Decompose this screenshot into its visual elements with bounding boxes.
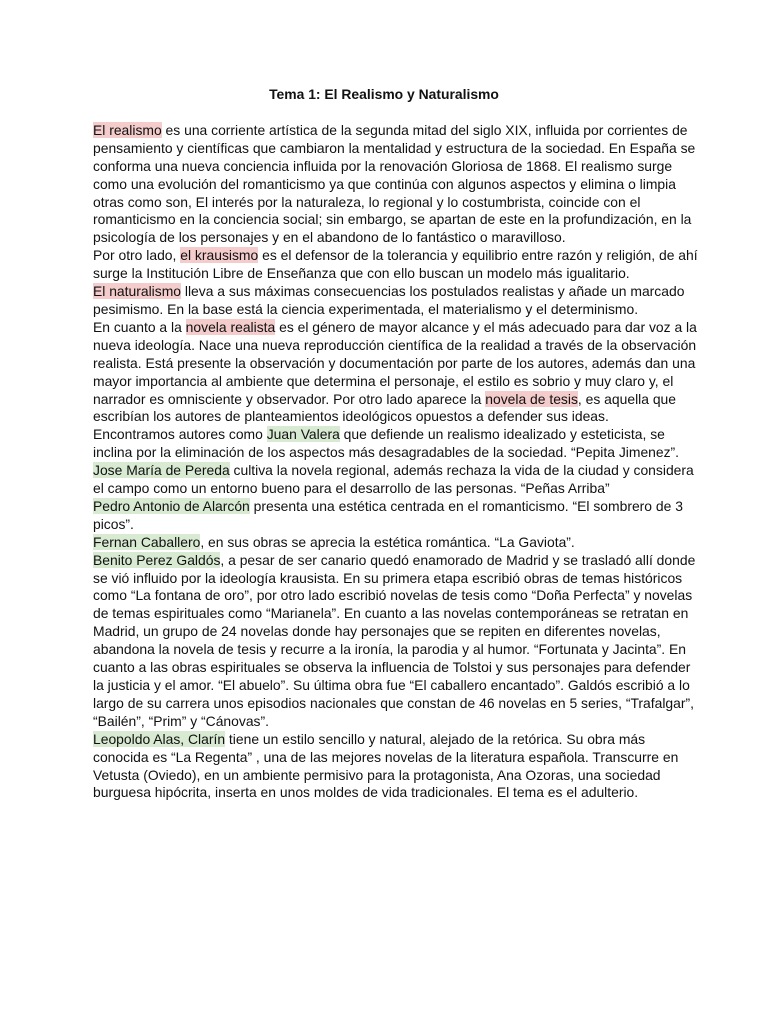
paragraph [93,462,698,498]
paragraph-text: es una corriente artística de la segunda mitad del siglo XIX, influida por corrientes de pensamiento y científicas que cambiaron la mentalidad y estructura de la sociedad. En España se conforma una nueva conciencia influida por la renovación Gloriosa de 1868. El realismo surge como una evolución del romanticismo ya que continúa con algunos aspectos y elimina o limpia otras como son, El interés por la naturaleza, lo regional y lo costumbrista, coincide con el romanticismo en la conciencia social; sin embargo, se apartan de este en la profundización, en la psicología de los personajes y en el abandono de lo fantástico o maravilloso. [93,121,696,246]
paragraph [93,498,698,534]
paragraph-text: presenta una estética centrada en el romanticismo. “El sombrero de 3 picos”. [93,497,683,532]
paragraph-text: lleva a sus máximas consecuencias los postulados realistas y añade un marcado pesimismo. En la base está la ciencia experimentada, el materialismo y el determinismo. [93,283,685,317]
highlighted-author: Leopoldo Alas, Clarín [93,730,226,747]
paragraph-text: tiene un estilo sencillo y natural, alejado de la retórica. Su obra más conocida es “La Regenta” , una de las mejores novelas de la literatura española. Transcurre en Vetusta (Oviedo), en un ambiente permisivo para la protagonista, Ana Ozoras, una sociedad burguesa hipócrita, inserta en unos moldes de vida tradicionales. El tema es el adulterio. [93,730,679,801]
highlighted-author: Juan Valera [266,426,340,443]
highlighted-term: novela realista [185,318,276,335]
document-title: Tema 1: El Realismo y Naturalismo [269,86,499,102]
paragraph [93,552,698,731]
paragraph-text: En cuanto a la [93,318,186,335]
highlighted-author: Fernan Caballero [93,533,201,550]
paragraph-text: cultiva la novela regional, además rechaza la vida de la ciudad y considera el campo como un entorno bueno para el desarrollo de las personas. “Peñas Arriba” [93,462,694,497]
paragraph [93,247,698,283]
paragraph-text: , es aquella que escribían los autores de planteamientos ideológicos opuestos a defender sus ideas. [93,390,677,425]
highlighted-term: novela de tesis [485,390,578,407]
highlighted-term: El naturalismo [93,283,182,300]
paragraph-text: que defiende un realismo idealizado y esteticista, se inclina por la eliminación de los aspectos más desagradables de la sociedad. “Pepita Jimenez”. [93,426,680,461]
document-body [93,122,698,802]
paragraph-text: Por otro lado, [93,247,181,264]
paragraph [93,426,698,462]
highlighted-term: El realismo [93,121,162,138]
paragraph [93,731,698,803]
paragraph-text: es el defensor de la tolerancia y equilibrio entre razón y religión, de ahí surge la Institución Libre de Enseñanza que con ello buscan un modelo más igualitario. [93,247,698,282]
paragraph [93,283,698,319]
paragraph-text: , en sus obras se aprecia la estética romántica. “La Gaviota”. [200,533,575,550]
highlighted-author: Pedro Antonio de Alarcón [93,497,250,514]
paragraph [93,319,698,426]
paragraph [93,122,698,247]
highlighted-term: el krausismo [180,247,259,264]
paragraph-text: Encontramos autores como [93,426,267,443]
highlighted-author: Jose María de Pereda [93,462,230,479]
paragraph-text: , a pesar de ser canario quedó enamorado de Madrid y se trasladó allí donde se vió influido por la ideología krausista. En su primera etapa escribió obras de temas históricos como “La fontana de oro”, por otro lado escribió novelas de tesis como “Doña Perfecta” y novelas de temas espirituales como “Marianela”. En cuanto a las novelas contemporáneas se retratan en Madrid, un grupo de 24 novelas donde hay personajes que se repiten en diferentes novelas, abandona la novela de tesis y recurre a la ironía, la parodia y al humor. “Fortunata y Jacinta”. En cuanto a las obras espirituales se observa la influencia de Tolstoi y sus personajes para defender la justicia y el amor. “El abuelo”. Su última obra fue “El caballero encantado”. Galdós escribió a lo largo de su carrera unos episodios nacionales que constan de 46 novelas en 5 series, “Trafalgar”, “Bailén”, “Prim” y “Cánovas”. [93,551,696,729]
highlighted-author: Benito Perez Galdós [93,551,221,568]
paragraph [93,534,698,552]
paragraph-text: es el género de mayor alcance y el más adecuado para dar voz a la nueva ideología. Nace una nueva reproducción científica de la realidad a través de la observación realista. Está presente la observación y documentación por parte de los autores, además dan una mayor importancia al ambiente que determina el personaje, el estilo es sobrio y muy claro y, el narrador es omnisciente y observador. Por otro lado aparece la [93,318,697,407]
